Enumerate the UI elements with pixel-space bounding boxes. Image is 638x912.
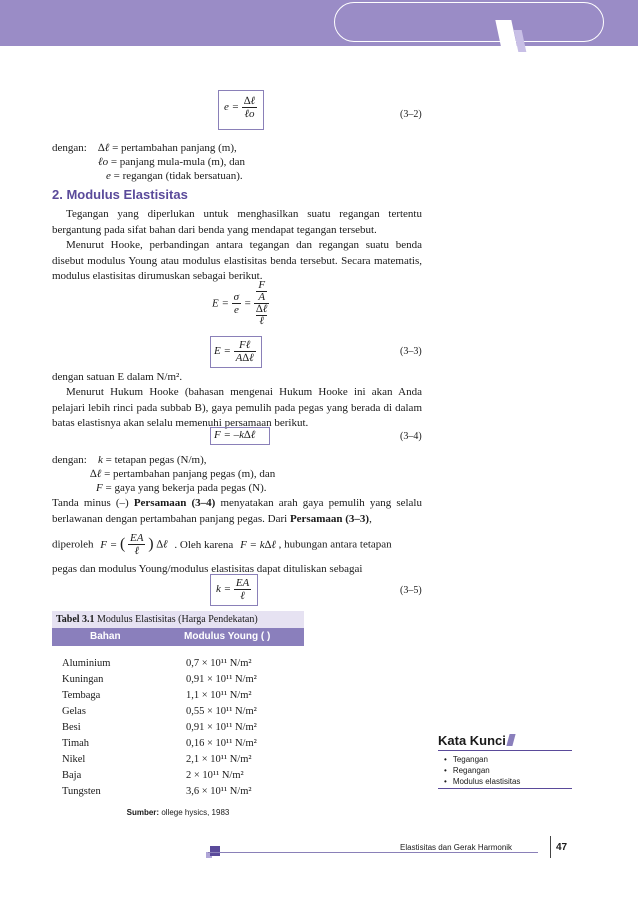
page-number: 47 bbox=[556, 842, 568, 853]
footer-divider-vertical bbox=[550, 836, 551, 858]
definition-row: ∆ℓ = pertambahan panjang pegas (m), dan bbox=[90, 468, 276, 480]
paragraph: Menurut Hooke, perbandingan antara tegangan dan regangan suatu benda disebut modulus Young atau modulus elastisitas benda tersebut. Secara matematis, modulus elastisitas dirumuskan sebagai berikut. bbox=[52, 239, 422, 282]
definition-row: F = gaya yang bekerja pada pegas (N). bbox=[96, 482, 267, 494]
table-caption: Tabel 3.1 Modulus Elastisitas (Harga Pendekatan) bbox=[52, 611, 304, 628]
table-row: Tungsten 3,6 × 10¹¹ N/m² bbox=[62, 786, 252, 797]
table-row: Besi 0,91 × 10¹¹ N/m² bbox=[62, 722, 257, 733]
header-decoration bbox=[334, 2, 604, 42]
table-row: Gelas 0,55 × 10¹¹ N/m² bbox=[62, 706, 257, 717]
table-header-cell: Bahan bbox=[90, 631, 121, 642]
table-row: Baja 2 × 10¹¹ N/m² bbox=[62, 770, 244, 781]
equation-3-4: F = –k∆ℓ bbox=[214, 429, 256, 441]
equation-number: (3–2) bbox=[400, 109, 422, 120]
table-source: Sumber: ollege hysics, 1983 bbox=[126, 808, 230, 817]
equation-3-3-derivation: E = $\frac{\sigma}{e}$ = F A ∆ℓ ℓ bbox=[212, 279, 268, 327]
equation-3-2: e = $\frac{\text{∆ℓ}}{\text{ℓo}}$ bbox=[224, 95, 256, 120]
definition-row: k = tetapan pegas (N/m), bbox=[98, 454, 207, 466]
paragraph: dengan satuan E dalam N/m². bbox=[52, 371, 183, 383]
table-body bbox=[52, 646, 304, 800]
table-row: Timah 0,16 × 10¹¹ N/m² bbox=[62, 738, 257, 749]
definition-row: ∆ℓ = pertambahan panjang (m), bbox=[98, 142, 237, 154]
definition-intro: dengan: bbox=[52, 454, 87, 466]
paragraph: Tanda minus (–) Persamaan (3–4) menyatakan arah gaya pemulih yang selalu berlawanan dengan pertambahan panjang pegas. Dari Persamaan (3–3), bbox=[52, 497, 422, 525]
section-title: 2. Modulus Elastisitas bbox=[52, 187, 188, 202]
paragraph: Tegangan yang diperlukan untuk menghasilkan suatu regangan tertentu bergantung pada sifat bahan dari benda yang mendapat tegangan tersebut. bbox=[52, 208, 422, 236]
table-row: Kuningan 0,91 × 10¹¹ N/m² bbox=[62, 674, 257, 685]
keyword-title: Kata Kunci bbox=[438, 733, 572, 751]
keyword-divider bbox=[438, 788, 572, 789]
definition-row: e = regangan (tidak bersatuan). bbox=[106, 170, 243, 182]
paragraph: pegas dan modulus Young/modulus elastisitas dapat dituliskan sebagai bbox=[52, 563, 363, 575]
list-item: • Modulus elastisitas bbox=[438, 776, 572, 787]
definition-row: ℓo = panjang mula-mula (m), dan bbox=[98, 156, 246, 168]
footer-chapter-title: Elastisitas dan Gerak Harmonik bbox=[400, 843, 513, 852]
table-header bbox=[52, 628, 304, 646]
definition-intro: dengan: bbox=[52, 142, 87, 154]
table-row: Aluminium 0,7 × 10¹¹ N/m² bbox=[62, 658, 252, 669]
list-item: • Tegangan bbox=[438, 754, 572, 765]
table-header-cell: Modulus Young ( ) bbox=[184, 631, 271, 642]
paragraph: Menurut Hukum Hooke (bahasan mengenai Hukum Hooke ini akan Anda pelajari lebih rinci pada subbab B), gaya pemulih pada pegas yang berada di dalam batas elastisnya akan selalu memenuhi persamaan berikut. bbox=[52, 386, 422, 429]
list-item: • Regangan bbox=[438, 765, 572, 776]
equation-number: (3–4) bbox=[400, 431, 422, 442]
table-row: Nikel 2,1 × 10¹¹ N/m² bbox=[62, 754, 252, 765]
footer-divider bbox=[208, 852, 538, 853]
title-accent-icon bbox=[506, 734, 515, 746]
keyword-list bbox=[438, 751, 572, 787]
keyword-box bbox=[438, 733, 572, 787]
paragraph-inline-equation: diperoleh F = ( $\frac{EA}{\text{ℓ}}$ ) ∆ℓ . Oleh karena F = k∆ℓ , hubungan antara tetapan bbox=[52, 532, 392, 557]
equation-3-3: E = $\frac{\text{Fℓ}}{\text{A∆ℓ}}$ bbox=[214, 339, 254, 364]
equation-number: (3–5) bbox=[400, 585, 422, 596]
equation-number: (3–3) bbox=[400, 346, 422, 357]
table-row: Tembaga 1,1 × 10¹¹ N/m² bbox=[62, 690, 252, 701]
equation-3-5: k = $\frac{EA}{\text{ℓ}}$ bbox=[216, 577, 250, 602]
elasticity-table bbox=[52, 611, 304, 817]
footer-square-icon bbox=[210, 846, 220, 856]
